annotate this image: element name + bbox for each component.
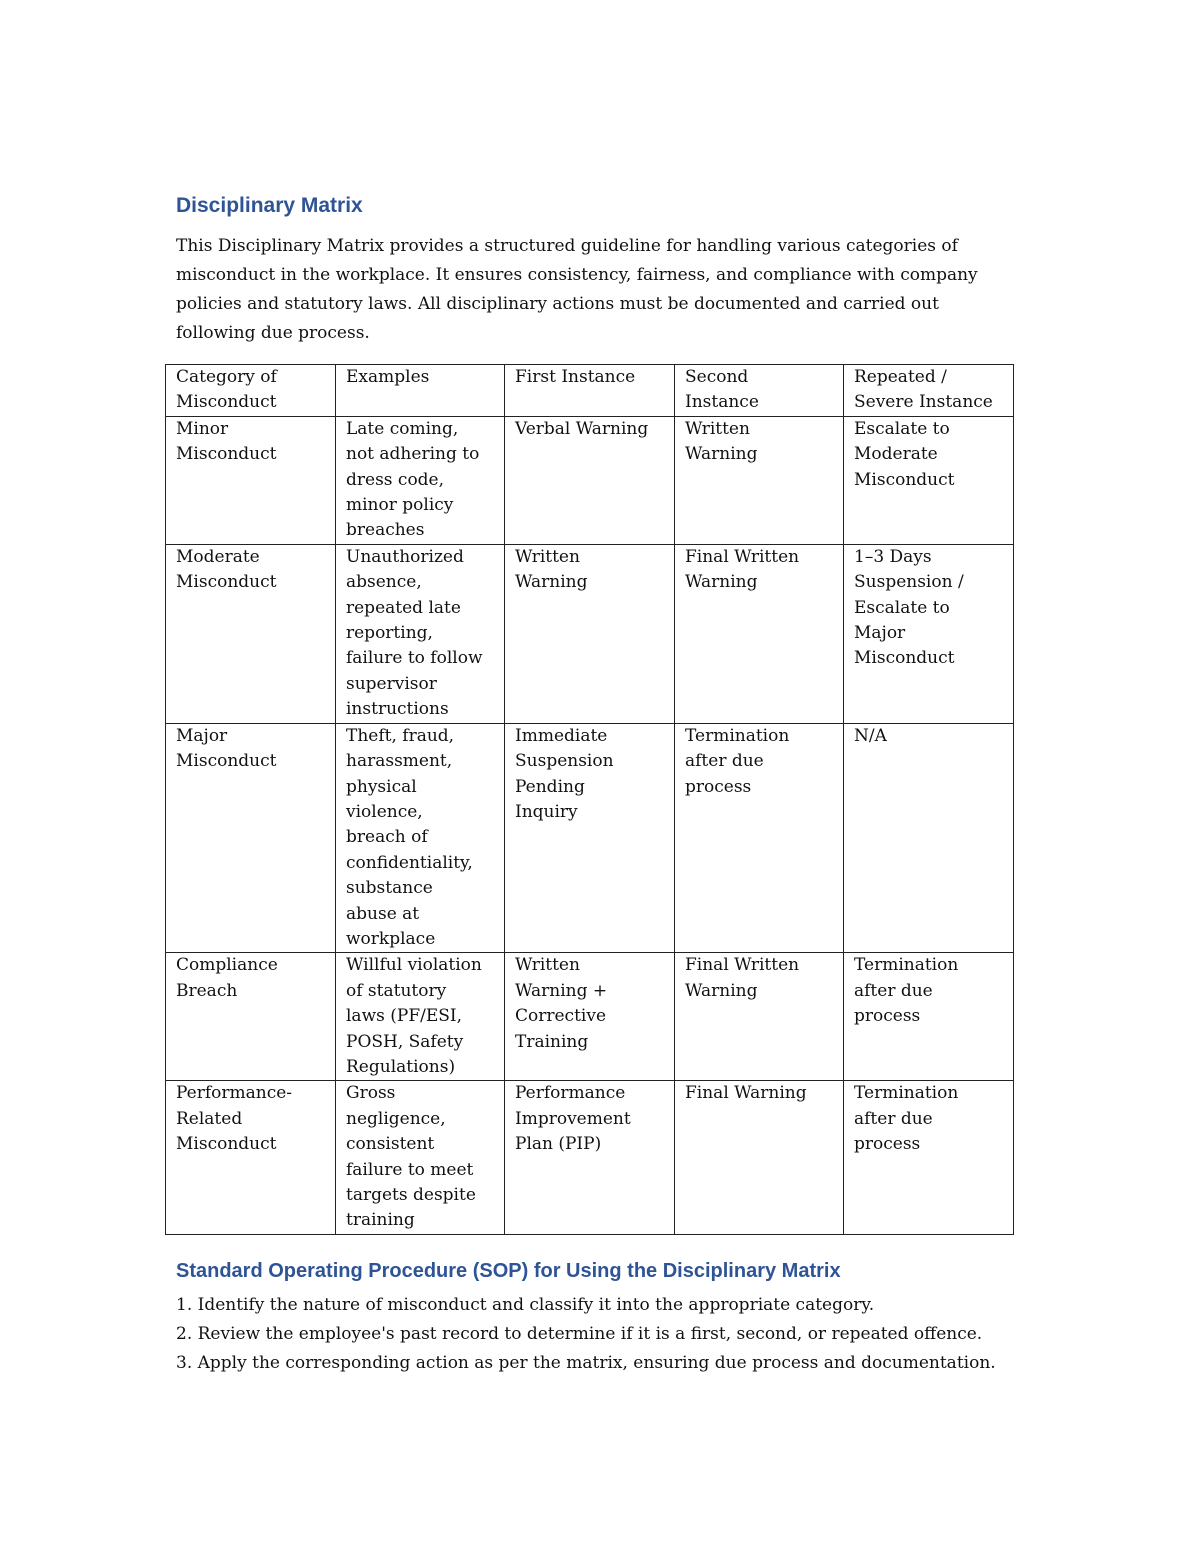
intro-paragraph: This Disciplinary Matrix provides a structured guideline for handling various categories of misconduct in the workplace. It ensures consistency, fairness, and compliance with company policies and statutory laws. All disciplinary actions must be documented and carried out following due process. <box>176 236 978 343</box>
cell-category: Compliance Breach <box>166 953 336 1081</box>
sop-step: 3. Apply the corresponding action as per the matrix, ensuring due process and documentation. <box>176 1352 996 1373</box>
table-row <box>166 544 1014 723</box>
cell-repeated-instance: 1–3 Days Suspension / Escalate to Major Misconduct <box>844 544 1014 723</box>
table-header-row <box>166 365 1014 417</box>
header-category: Category of Misconduct <box>166 365 336 417</box>
cell-repeated-instance: Termination after due process <box>844 953 1014 1081</box>
cell-first-instance: Performance Improvement Plan (PIP) <box>505 1081 675 1234</box>
cell-category: Minor Misconduct <box>166 416 336 544</box>
cell-examples: Late coming, not adhering to dress code, minor policy breaches <box>336 416 505 544</box>
document-page <box>176 190 1024 1378</box>
cell-examples: Theft, fraud, harassment, physical violence, breach of confidentiality, substance abuse at workplace <box>336 723 505 953</box>
cell-repeated-instance: Escalate to Moderate Misconduct <box>844 416 1014 544</box>
table-row <box>166 416 1014 544</box>
cell-second-instance: Final Written Warning <box>675 953 844 1081</box>
cell-examples: Unauthorized absence, repeated late reporting, failure to follow supervisor instructions <box>336 544 505 723</box>
header-repeated-instance: Repeated / Severe Instance <box>844 365 1014 417</box>
sop-step: 1. Identify the nature of misconduct and classify it into the appropriate category. <box>176 1294 875 1315</box>
cell-second-instance: Final Written Warning <box>675 544 844 723</box>
cell-category: Performance- Related Misconduct <box>166 1081 336 1234</box>
cell-examples: Gross negligence, consistent failure to meet targets despite training <box>336 1081 505 1234</box>
cell-examples: Willful violation of statutory laws (PF/ESI, POSH, Safety Regulations) <box>336 953 505 1081</box>
sop-heading: Standard Operating Procedure (SOP) for Using the Disciplinary Matrix <box>176 1259 841 1282</box>
cell-first-instance: Written Warning <box>505 544 675 723</box>
cell-category: Moderate Misconduct <box>166 544 336 723</box>
cell-first-instance: Written Warning + Corrective Training <box>505 953 675 1081</box>
table-row <box>166 723 1014 953</box>
cell-second-instance: Termination after due process <box>675 723 844 953</box>
cell-category: Major Misconduct <box>166 723 336 953</box>
disciplinary-matrix-table <box>165 364 1014 1235</box>
sop-step: 2. Review the employee's past record to determine if it is a first, second, or repeated offence. <box>176 1323 983 1344</box>
cell-second-instance: Final Warning <box>675 1081 844 1234</box>
header-examples: Examples <box>336 365 505 417</box>
sop-steps-list <box>176 1291 1024 1378</box>
cell-second-instance: Written Warning <box>675 416 844 544</box>
cell-repeated-instance: Termination after due process <box>844 1081 1014 1234</box>
cell-repeated-instance: N/A <box>844 723 1014 953</box>
cell-first-instance: Verbal Warning <box>505 416 675 544</box>
header-second-instance: Second Instance <box>675 365 844 417</box>
page-title: Disciplinary Matrix <box>176 194 363 217</box>
cell-first-instance: Immediate Suspension Pending Inquiry <box>505 723 675 953</box>
table-row <box>166 1081 1014 1234</box>
table-row <box>166 953 1014 1081</box>
header-first-instance: First Instance <box>505 365 675 417</box>
